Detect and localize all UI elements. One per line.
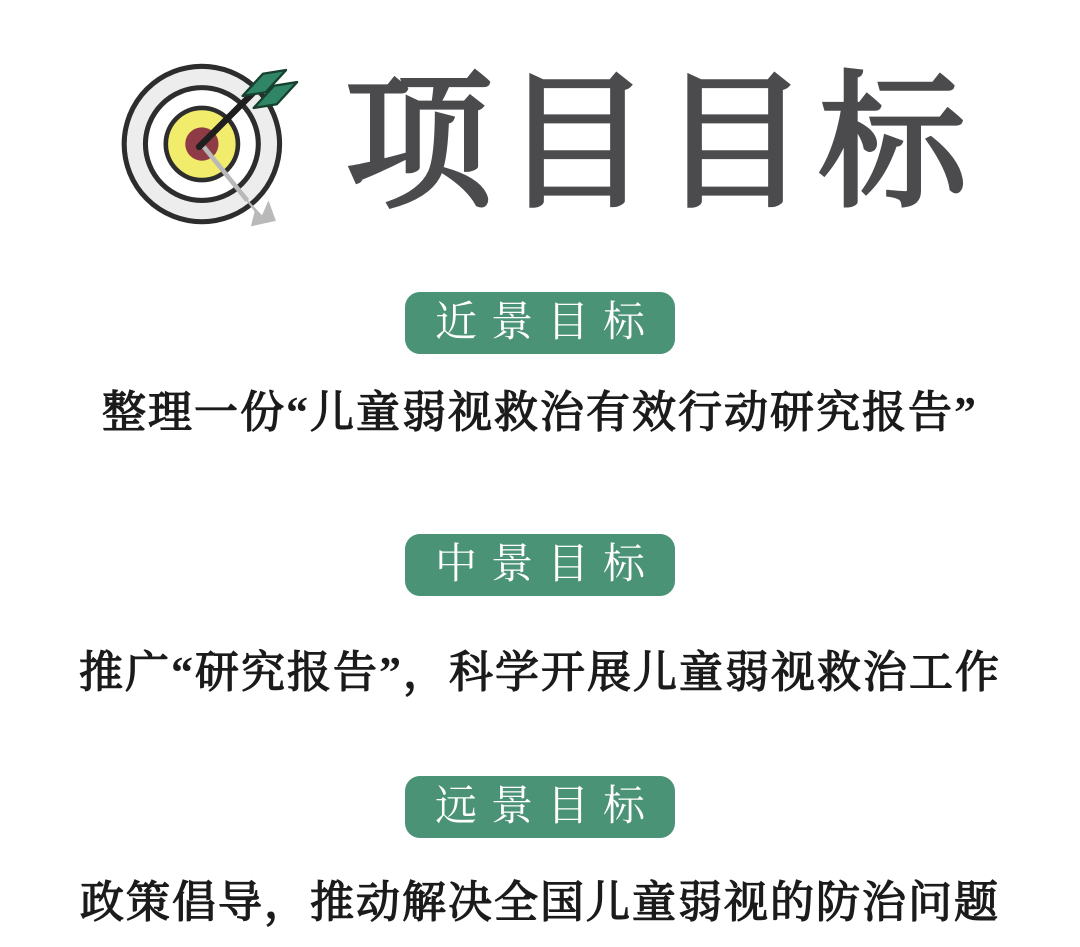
goal-section-mid (0, 534, 1080, 701)
goal-section-far (0, 776, 1080, 931)
mid-goal-description: 推广“研究报告”，科学开展儿童弱视救治工作 (79, 648, 1001, 698)
target-icon (114, 52, 299, 237)
badge-far-goal: 远景目标 (405, 776, 675, 838)
badge-mid-goal: 中景目标 (405, 534, 675, 596)
goal-section-near (0, 292, 1080, 441)
badge-near-goal: 近景目标 (405, 292, 675, 354)
near-goal-description: 整理一份“儿童弱视救治有效行动研究报告” (102, 388, 978, 437)
header (0, 0, 1080, 237)
page-title: 项目目标 (344, 62, 977, 227)
far-goal-description: 政策倡导，推动解决全国儿童弱视的防治问题 (80, 878, 1000, 928)
